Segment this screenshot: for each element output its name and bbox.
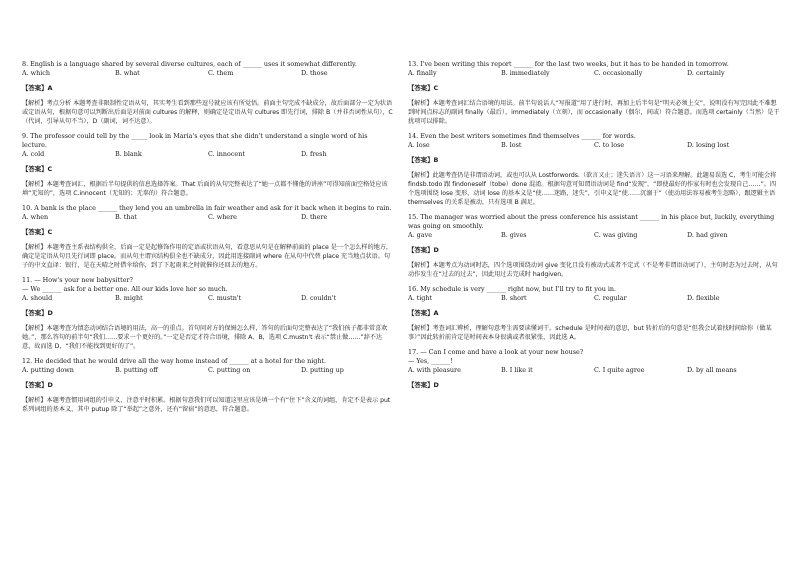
question-block bbox=[22, 60, 394, 126]
option-a: A. tight bbox=[408, 294, 433, 302]
option-d: D. by all means bbox=[687, 366, 737, 374]
option-d: D. flexible bbox=[687, 294, 720, 302]
option-b: B. what bbox=[115, 69, 140, 77]
option-c: C. innocent bbox=[208, 150, 245, 158]
option-d: D. had given bbox=[687, 231, 728, 239]
question-text: 9. The professor could tell by the _____ look in Maria's eyes that she didn't understand a single word of his lecture. bbox=[22, 132, 368, 149]
answer-label: 【答案】D bbox=[408, 381, 439, 389]
option-b: B. that bbox=[115, 213, 137, 221]
right-column bbox=[408, 60, 780, 396]
option-a: A. should bbox=[22, 294, 53, 302]
option-b: B. might bbox=[115, 294, 143, 302]
option-d: D. fresh bbox=[301, 150, 327, 158]
answer-label: 【答案】A bbox=[22, 84, 53, 92]
answer-label: 【答案】C bbox=[22, 165, 53, 173]
answer-options bbox=[22, 69, 394, 78]
explanation-text: 【解析】本题考查惯用词组的引申义，注意平时积累。根据句意我们可以知道这里应该是填一个有“住下”含义的词组，肯定不是表示 put 系列词组的基本义，其中 putup 除了“举起”之意外，还有“留宿”的意思，符合题意。 bbox=[22, 397, 391, 413]
question-block bbox=[408, 60, 780, 126]
option-a: A. finally bbox=[408, 69, 437, 77]
option-d: D. putting up bbox=[301, 366, 344, 374]
question-text: 12. He decided that he would drive all the way home instead of ______ at a hotel for the night. bbox=[22, 357, 327, 365]
option-d: D. certainly bbox=[687, 69, 725, 77]
question-text: 16. My schedule is very ______ right now, but I'll try to fit you in. bbox=[408, 285, 617, 293]
explanation-text: 【解析】本题考点为动词时态，四个选项围绕动词 give 变化且没有被动式或者不定式（不是考非谓语动词了），主句时态为过去时，从句动作发生在“过去的过去”，因此用过去完成时 hadgiven。 bbox=[408, 262, 778, 278]
question-text: 15. The manager was worried about the press conference his assistant ______ in his place but, luckily, everything was going on smoothly. bbox=[408, 213, 775, 230]
explanation-text: 【解析】本题考查词汇，根据后半句提供的信息选择答案。That 后面的从句完整表达了“她一点都不懂他的讲座”可得知前面空格处应该填“无知的”，选项 C.innocent（无知的；无辜的）符合题意。 bbox=[22, 181, 388, 197]
answer-options bbox=[408, 69, 780, 78]
option-b: B. putting off bbox=[115, 366, 158, 374]
option-a: A. when bbox=[22, 213, 49, 221]
option-c: C. regular bbox=[594, 294, 627, 302]
answer-label: 【答案】D bbox=[22, 381, 53, 389]
explanation-text: 【解析】本题考查为情态动词结合语境的用法，高一的重点。首句问对方的保姆怎么样，答句的后面句完整表达了“我们孩子都非常喜欢她。”，那么答句的前半句“我们……要求一个更好的。”一定是否定才符合语境，排除 A、B，选项 C.mustn't 表示“禁止做……”辞不达意，故而选 D，“我们不能找到更好的了”。 bbox=[22, 325, 388, 350]
option-c: C. mustn't bbox=[208, 294, 242, 302]
question-block bbox=[408, 132, 780, 207]
explanation-text: 【解析】此题考查仍是非谓语动词，或也可认从 Lostforwords.（欲言又止；迷失语言）这一习语来理解。此题易误选 C，考生可能会将 findsb.todo 跟 findoneself（tobe）done 混淆。根据句意可知谓语动词是 find“发现”，“即使最好的作家有时也会发现自己……”。四个选项围绕 lose 变形，动词 lose 的基本义是“使……迷路，迷失”，引申义是“使……沉溺于”（使动用法容易被考生忽略），跟逻辑主语 themselves 的关系是被动，只有选项 B 满足。 bbox=[408, 172, 777, 206]
explanation-text: 【解析】考点分析 本题考查非限制性定语从句，其实考生看到那些逗号就应该有所觉悟。前面主句完成不缺成分，故后面部分一定为状语或定语从句，根据句意可以判断出后面是对前面 cultures 的解释，则确定是定语从句 cultures 即先行词，排除 B（并非否词性从句），C（代词，引导从句不当），D（副词，词不达意）。 bbox=[22, 100, 393, 125]
question-block bbox=[22, 276, 394, 351]
option-c: C. I quite agree bbox=[594, 366, 645, 374]
question-block bbox=[408, 285, 780, 342]
answer-options bbox=[22, 366, 394, 375]
question-block bbox=[22, 204, 394, 270]
option-c: C. was giving bbox=[594, 231, 638, 239]
answer-label: 【答案】C bbox=[22, 228, 53, 236]
left-column bbox=[22, 60, 394, 420]
explanation-text: 【解析】本题考查词汇结合语境的用法。前半句说话人“写报道”用了进行时，再加上后半句是“明天必须上交”，说明没有写完因此不难想到时间点标志的副词 finally（最后），immediately（立刻），而 occasionally（偶尔，间或）符合题意。而选项 certainly（当然）是干扰项可以排除。 bbox=[408, 100, 780, 125]
option-b: B. immediately bbox=[501, 69, 550, 77]
option-c: C. putting on bbox=[208, 366, 251, 374]
answer-options bbox=[408, 231, 780, 240]
answer-options bbox=[408, 141, 780, 150]
option-c: C. them bbox=[208, 69, 234, 77]
question-text: 8. English is a language shared by several diverse cultures, each of ______ uses it somewhat differently. bbox=[22, 60, 357, 68]
explanation-text: 【解析】本题考查主系表结构供全，后面一定是起修饰作用的定语或状语从句，看意思从句是在解释前面的 place 是一个怎么样的地方，确定是定语从句且先行词即 place。而从句主谓宾结构俱全也不缺成分，因此用连接副词 where 在从句中代替 place 充当地点状语。句子的中文直译：银行，是在天晴之时借伞给你，到了下起雨来之时就催你还回去的地方。 bbox=[22, 244, 393, 269]
question-block bbox=[408, 348, 780, 390]
answer-label: 【答案】A bbox=[408, 309, 439, 317]
option-d: D. couldn't bbox=[301, 294, 337, 302]
option-d: D. those bbox=[301, 69, 328, 77]
question-text: 10. A bank is the place ______ they lend you an umbrella in fair weather and ask for it back when it begins to rain. bbox=[22, 204, 392, 212]
question-text: 13. I've been writing this report ______ for the last two weeks, but it has to be handed in tomorrow. bbox=[408, 60, 729, 68]
answer-options bbox=[408, 294, 780, 303]
answer-label: 【答案】C bbox=[408, 84, 439, 92]
option-d: D. losing lost bbox=[687, 141, 730, 149]
question-text: 14. Even the best writers sometimes find themselves ______ for words. bbox=[408, 132, 636, 140]
option-a: A. lose bbox=[408, 141, 430, 149]
option-b: B. short bbox=[501, 294, 527, 302]
question-block bbox=[22, 132, 394, 198]
answer-options bbox=[408, 366, 780, 375]
answer-options bbox=[22, 294, 394, 303]
answer-label: 【答案】D bbox=[22, 309, 53, 317]
question-block bbox=[408, 213, 780, 279]
explanation-text: 【解析】考查词汇辨析，理解句意考生需要读懂词干。schedule 是时间表的意思，but 转折后的句意是“但我会试着找时间给你（做某事）”因此转折前肯定是时间表本身很满或者很紧张，因此选 A。 bbox=[408, 325, 772, 341]
answer-options bbox=[22, 213, 394, 222]
option-d: D. there bbox=[301, 213, 328, 221]
question-text: 11. — How's your new babysitter? — We ______ ask for a better one. All our kids love her so much. bbox=[22, 276, 228, 293]
option-a: A. cold bbox=[22, 150, 45, 158]
option-b: B. I like it bbox=[501, 366, 533, 374]
option-a: A. putting down bbox=[22, 366, 74, 374]
option-a: A. gave bbox=[408, 231, 432, 239]
option-b: B. gives bbox=[501, 231, 527, 239]
option-c: C. to lose bbox=[594, 141, 625, 149]
option-b: B. blank bbox=[115, 150, 142, 158]
option-c: C. occasionally bbox=[594, 69, 643, 77]
question-text: 17. — Can I come and have a look at your new house? — Yes, ______! bbox=[408, 348, 584, 365]
answer-label: 【答案】B bbox=[408, 156, 439, 164]
question-block bbox=[22, 357, 394, 414]
option-a: A. which bbox=[22, 69, 51, 77]
option-a: A. with pleasure bbox=[408, 366, 461, 374]
option-b: B. lost bbox=[501, 141, 522, 149]
answer-label: 【答案】D bbox=[408, 246, 439, 254]
option-c: C. where bbox=[208, 213, 237, 221]
answer-options bbox=[22, 150, 394, 159]
